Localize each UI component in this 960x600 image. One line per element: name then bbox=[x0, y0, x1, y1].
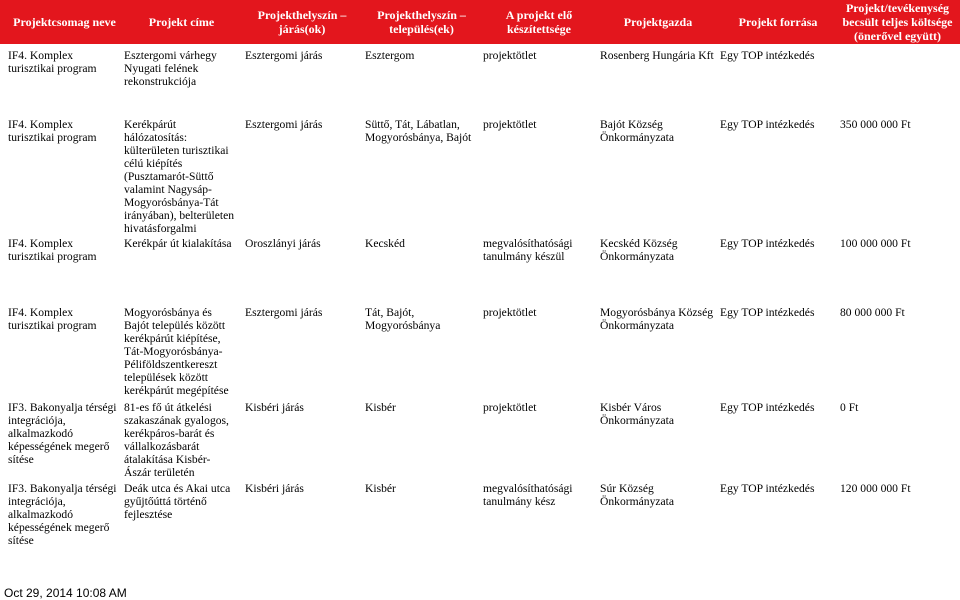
readiness-cell: projektötlet bbox=[483, 118, 537, 131]
header-district: Projekthelyszín – járás(ok) bbox=[257, 8, 347, 36]
table-row bbox=[0, 237, 960, 263]
project-owner-cell: Rosenberg Hungária Kft bbox=[600, 49, 714, 62]
project-title-cell: 81-es fő út átkelési szakaszának gyalogos, kerékpáros-barát és vállalkozásbarát átalakítása Kisbér- Ászár területén bbox=[124, 401, 229, 479]
funding-source-cell: Egy TOP intézkedés bbox=[720, 49, 815, 62]
readiness-cell: megvalósíthatósági tanulmány készül bbox=[483, 237, 573, 263]
readiness-cell: projektötlet bbox=[483, 49, 537, 62]
project-owner-cell: Kecskéd Község Önkormányzata bbox=[600, 237, 678, 263]
project-title-cell: Mogyorósbánya és Bajót település között kerékpárút kiépítése, Tát-Mogyorósbánya- Péliföldszentkereszt települések között kerékpárút megépítése bbox=[124, 306, 229, 397]
estimated-cost-cell: 100 000 000 Ft bbox=[840, 237, 911, 250]
district-cell: Kisbéri járás bbox=[245, 482, 304, 495]
settlements-cell: Süttő, Tát, Lábatlan, Mogyorósbánya, Bajót bbox=[365, 118, 472, 144]
funding-source-cell: Egy TOP intézkedés bbox=[720, 306, 815, 319]
settlements-cell: Kisbér bbox=[365, 401, 396, 414]
district-cell: Kisbéri járás bbox=[245, 401, 304, 414]
estimated-cost-cell: 350 000 000 Ft bbox=[840, 118, 911, 131]
header-readiness: A projekt elő készítettsége bbox=[505, 8, 573, 36]
header-project-owner: Projektgazda bbox=[623, 15, 693, 29]
funding-source-cell: Egy TOP intézkedés bbox=[720, 237, 815, 250]
settlements-cell: Tát, Bajót, Mogyorósbánya bbox=[365, 306, 441, 332]
project-title-cell: Kerékpár út kialakítása bbox=[124, 237, 232, 250]
estimated-cost-cell: 0 Ft bbox=[840, 401, 859, 414]
table-row bbox=[0, 482, 960, 547]
project-package-cell: IF4. Komplex turisztikai program bbox=[8, 49, 97, 75]
table-row bbox=[0, 118, 960, 235]
funding-source-cell: Egy TOP intézkedés bbox=[720, 118, 815, 131]
table-row bbox=[0, 401, 960, 479]
settlements-cell: Kecskéd bbox=[365, 237, 405, 250]
header-project-package: Projektcsomag neve bbox=[13, 15, 116, 29]
project-owner-cell: Súr Község Önkormányzata bbox=[600, 482, 675, 508]
header-estimated-cost: Projekt/tevékenység becsült teljes költsége (önerővel együtt) bbox=[842, 1, 953, 43]
settlements-cell: Kisbér bbox=[365, 482, 396, 495]
district-cell: Oroszlányi járás bbox=[245, 237, 321, 250]
funding-source-cell: Egy TOP intézkedés bbox=[720, 401, 815, 414]
estimated-cost-cell: 80 000 000 Ft bbox=[840, 306, 905, 319]
readiness-cell: megvalósíthatósági tanulmány kész bbox=[483, 482, 573, 508]
readiness-cell: projektötlet bbox=[483, 306, 537, 319]
project-package-cell: IF4. Komplex turisztikai program bbox=[8, 118, 97, 144]
project-owner-cell: Bajót Község Önkormányzata bbox=[600, 118, 675, 144]
readiness-cell: projektötlet bbox=[483, 401, 537, 414]
settlements-cell: Esztergom bbox=[365, 49, 415, 62]
project-owner-cell: Kisbér Város Önkormányzata bbox=[600, 401, 675, 427]
project-package-cell: IF3. Bakonyalja térségi integrációja, alkalmazkodó képességének megerő sítése bbox=[8, 482, 117, 547]
header-project-title: Projekt címe bbox=[148, 15, 215, 29]
district-cell: Esztergomi járás bbox=[245, 49, 323, 62]
district-cell: Esztergomi járás bbox=[245, 306, 323, 319]
table-header bbox=[0, 0, 960, 44]
project-package-cell: IF4. Komplex turisztikai program bbox=[8, 306, 97, 332]
table-row bbox=[0, 49, 960, 88]
header-settlements: Projekthelyszín – település(ek) bbox=[377, 8, 466, 36]
project-owner-cell: Mogyorósbánya Község Önkormányzata bbox=[600, 306, 714, 332]
header-funding-source: Projekt forrása bbox=[738, 15, 818, 29]
print-timestamp: Oct 29, 2014 10:08 AM bbox=[4, 586, 127, 600]
project-package-cell: IF4. Komplex turisztikai program bbox=[8, 237, 97, 263]
project-title-cell: Esztergomi várhegy Nyugati felének rekonstrukciója bbox=[124, 49, 217, 88]
project-title-cell: Kerékpárút hálózatosítás: külterületen turisztikai célú kiépítés (Pusztamarót-Süttő valamint Nagysáp- Mogyorósbánya-Tát irányában), belterületen hivatásforgalmi bbox=[124, 118, 235, 235]
district-cell: Esztergomi járás bbox=[245, 118, 323, 131]
funding-source-cell: Egy TOP intézkedés bbox=[720, 482, 815, 495]
project-title-cell: Deák utca és Akai utca gyűjtőúttá történő fejlesztése bbox=[124, 482, 231, 521]
project-package-cell: IF3. Bakonyalja térségi integrációja, alkalmazkodó képességének megerő sítése bbox=[8, 401, 117, 466]
estimated-cost-cell: 120 000 000 Ft bbox=[840, 482, 911, 495]
table-row bbox=[0, 306, 960, 397]
